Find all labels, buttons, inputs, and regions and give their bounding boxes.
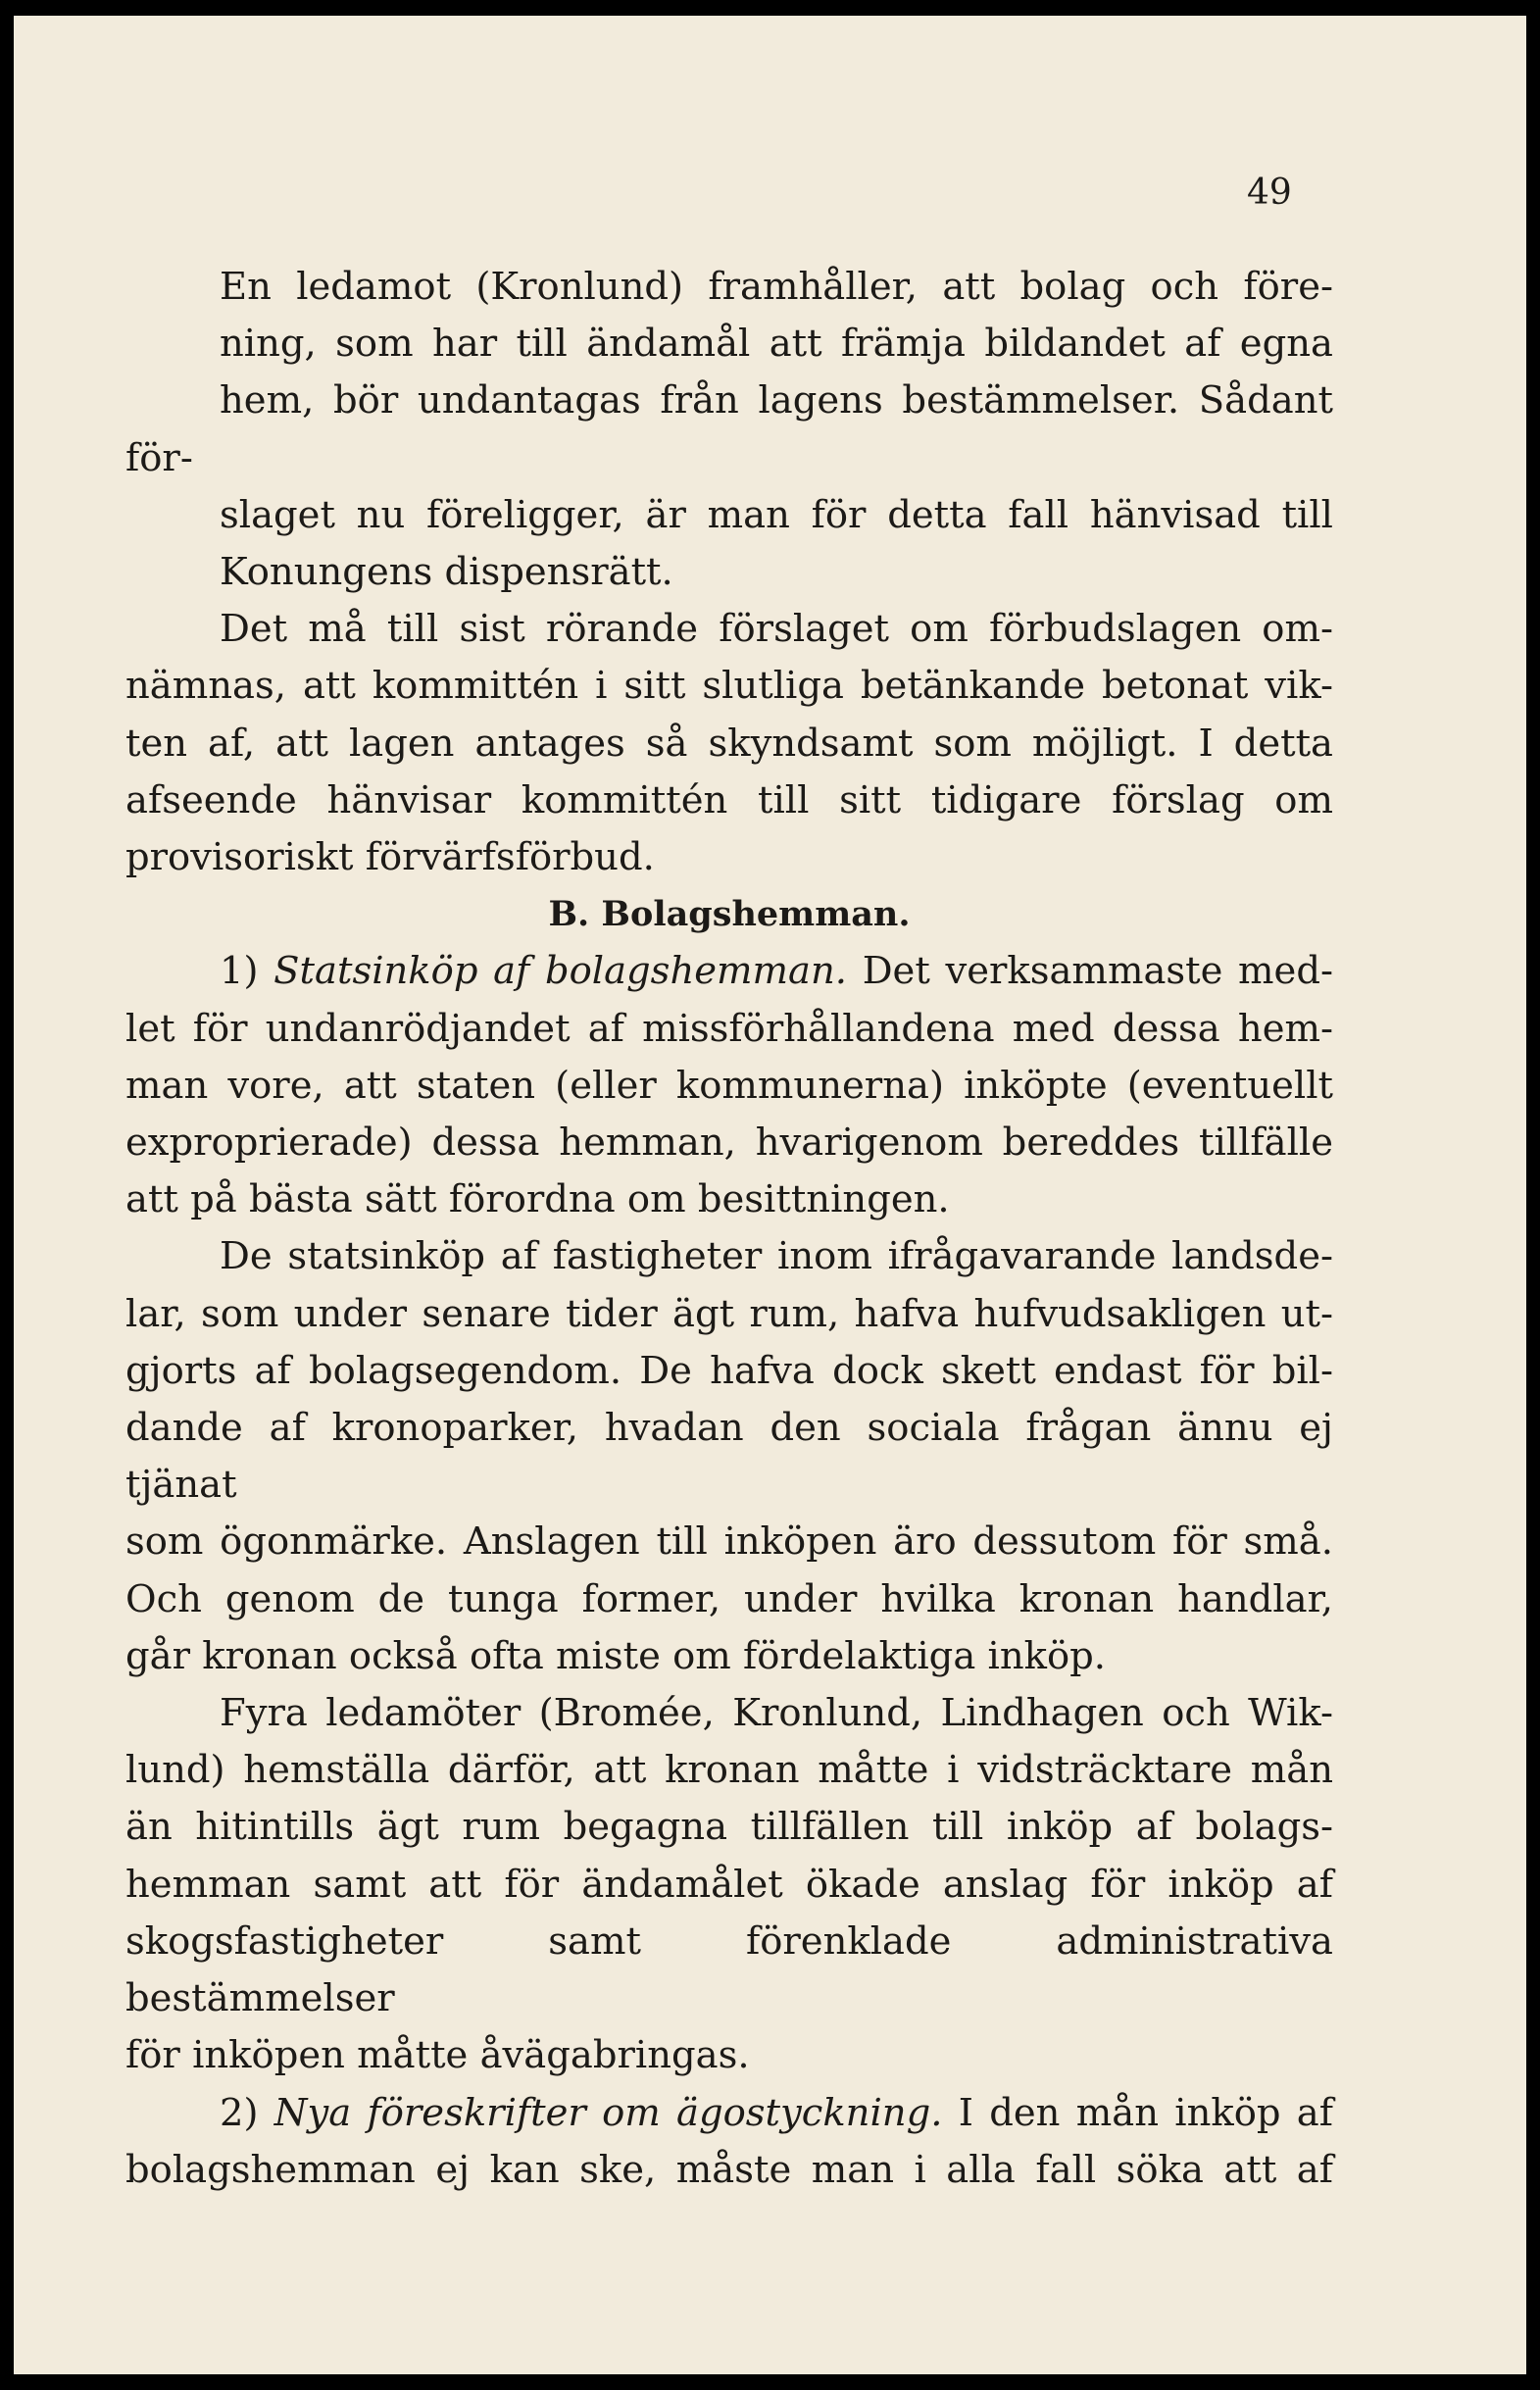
text-line: let för undanrödjandet af missförhållandena med dessa hem-: [125, 1006, 1333, 1051]
section-title: Nya föreskrifter om ägostyckning.: [273, 2090, 943, 2135]
paragraph-p4: [125, 1228, 1333, 1685]
section-number: 1): [220, 949, 259, 994]
text-line: ning, som har till ändamål att främja bildandet af egna: [220, 322, 1333, 367]
section-first-line: I den mån inköp af: [958, 2090, 1333, 2135]
text-line: Och genom de tunga former, under hvilka kronan handlar,: [125, 1576, 1333, 1621]
text-line: Fyra ledamöter (Bromée, Kronlund, Lindhagen och Wik-: [220, 1691, 1333, 1736]
text-line: slaget nu föreligger, är man för detta fall hänvisad till: [220, 492, 1333, 537]
body-text: [125, 259, 1333, 2199]
text-line: nämnas, att kommittén i sitt slutliga betänkande betonat vik-: [125, 664, 1333, 709]
text-line: afseende hänvisar kommittén till sitt tidigare förslag om: [125, 777, 1333, 822]
paragraph-p2: [125, 601, 1333, 886]
text-line: för inköpen måtte åvägabringas.: [125, 2033, 750, 2078]
text-line: går kronan också ofta miste om fördelaktiga inköp.: [125, 1633, 1107, 1678]
paragraph-p5: [125, 1685, 1333, 2084]
section-heading: B. Bolagshemman.: [548, 894, 911, 935]
section-2: [125, 2085, 1333, 2199]
section-title: Statsinköp af bolagshemman.: [273, 949, 848, 994]
text-line: De statsinköp af fastigheter inom ifrågavarande landsde-: [220, 1234, 1333, 1279]
text-line: att på bästa sätt förordna om besittningen.: [125, 1177, 950, 1222]
text-line: [125, 943, 1333, 1000]
text-line: lar, som under senare tider ägt rum, hafva hufvudsakligen ut-: [125, 1291, 1333, 1336]
text-line: bolagshemman ej kan ske, måste man i alla fall söka att af: [125, 2147, 1333, 2192]
text-line: exproprierade) dessa hemman, hvarigenom bereddes tillfälle: [125, 1120, 1333, 1166]
page-number: 49: [1247, 173, 1292, 213]
text-line: ten af, att lagen antages så skyndsamt som möjligt. I detta: [125, 721, 1333, 766]
book-page: [14, 16, 1526, 2374]
text-line: En ledamot (Kronlund) framhåller, att bolag och före-: [220, 265, 1333, 309]
text-line: man vore, att staten (eller kommunerna) inköpte (eventuellt: [125, 1063, 1333, 1108]
text-line: skogsfastigheter samt förenklade administrativa bestämmelser: [125, 1918, 1333, 2021]
text-line: [125, 2085, 1333, 2142]
text-line: dande af kronoparker, hvadan den sociala frågan ännu ej tjänat: [125, 1406, 1333, 1508]
text-line: lund) hemställa därför, att kronan måtte i vidsträcktare mån: [125, 1748, 1333, 1793]
text-line: Det må till sist rörande förslaget om förbudslagen om-: [220, 607, 1333, 652]
text-line: än hitintills ägt rum begagna tillfällen till inköp af bolags-: [125, 1805, 1333, 1850]
section-first-line: Det verksammaste med-: [862, 949, 1333, 994]
text-line: som ögonmärke. Anslagen till inköpen äro dessutom för små.: [125, 1519, 1333, 1565]
text-line: provisoriskt förvärfsförbud.: [125, 835, 655, 880]
section-number: 2): [220, 2090, 259, 2135]
text-line: hemman samt att för ändamålet ökade anslag för inköp af: [125, 1862, 1333, 1907]
paragraph-p1: [125, 259, 1333, 601]
text-line: Konungens dispensrätt.: [220, 550, 673, 595]
text-line: gjorts af bolagsegendom. De hafva dock skett endast för bil-: [125, 1348, 1333, 1393]
section-1: [125, 943, 1333, 1228]
text-line: hem, bör undantagas från lagens bestämmelser. Sådant för-: [125, 378, 1333, 480]
